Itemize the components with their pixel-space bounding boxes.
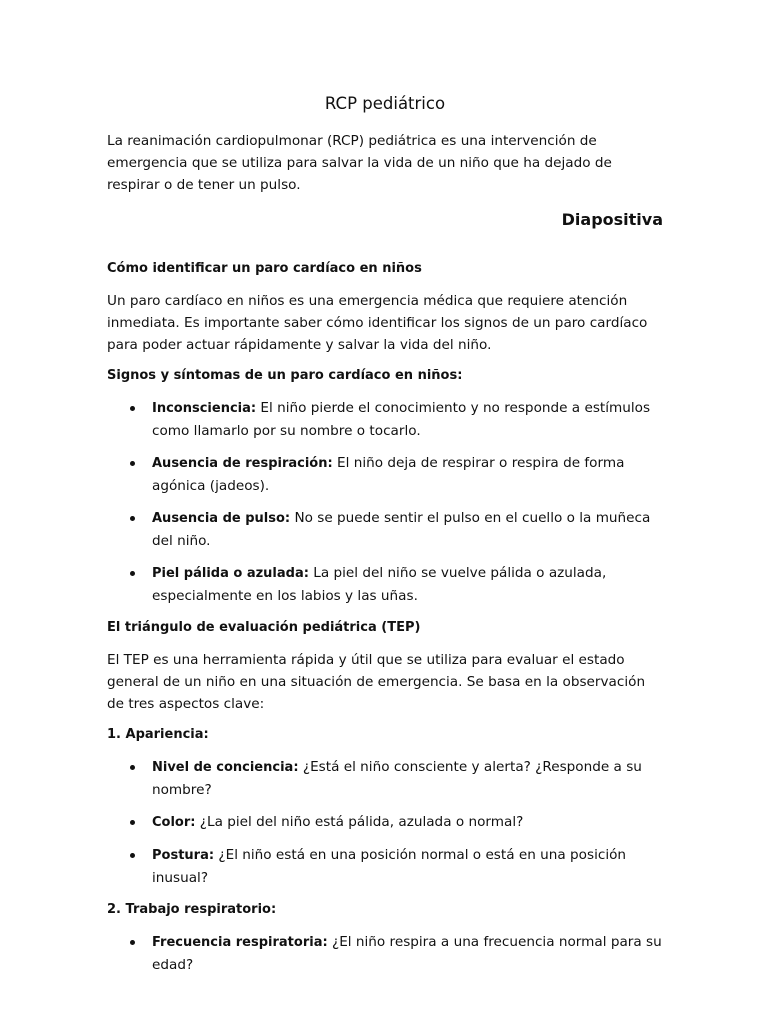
bullet-icon	[130, 461, 135, 466]
bullet-icon	[130, 516, 135, 521]
list-item	[107, 507, 663, 552]
section-heading-tep: El triángulo de evaluación pediátrica (TEP)	[107, 620, 421, 635]
list-item	[107, 844, 663, 889]
list-item	[107, 397, 663, 442]
intro-paragraph: La reanimación cardiopulmonar (RCP) pediátrica es una intervención de emergencia que se utiliza para salvar la vida de un niño que ha dejado de respirar o de tener un pulso.	[107, 133, 612, 193]
list-item-term: Color:	[152, 815, 196, 830]
list-item-text: ¿La piel del niño está pálida, azulada o normal?	[195, 814, 524, 830]
bullet-icon	[130, 820, 135, 825]
bullet-icon	[130, 765, 135, 770]
apariencia-list	[107, 756, 663, 889]
subsection-heading-trabajo: 2. Trabajo respiratorio:	[107, 902, 277, 917]
list-item-text: ¿El niño está en una posición normal o está en una posición inusual?	[152, 847, 627, 886]
list-item-term: Frecuencia respiratoria:	[152, 935, 328, 950]
list-item-term: Postura:	[152, 848, 215, 863]
trabajo-list	[107, 931, 663, 976]
list-item-term: Piel pálida o azulada:	[152, 566, 309, 581]
list-item-term: Ausencia de respiración:	[152, 456, 333, 471]
list-item-term: Ausencia de pulso:	[152, 511, 291, 526]
list-item-text: ¿Está el niño consciente y alerta? ¿Responde a su nombre?	[152, 759, 642, 798]
list-item-text: El niño deja de respirar o respira de forma agónica (jadeos).	[152, 455, 625, 494]
section-body-tep: El TEP es una herramienta rápida y útil que se utiliza para evaluar el estado general de un niño en una situación de emergencia. Se basa en la observación de tres aspectos clave:	[107, 652, 646, 712]
section-heading-identify: Cómo identificar un paro cardíaco en niños	[107, 261, 422, 276]
list-item-term: Inconsciencia:	[152, 401, 257, 416]
list-item-text: La piel del niño se vuelve pálida o azulada, especialmente en los labios y las uñas.	[152, 565, 607, 604]
bullet-icon	[130, 853, 135, 858]
list-item-term: Nivel de conciencia:	[152, 760, 299, 775]
list-item-text: ¿El niño respira a una frecuencia normal para su edad?	[152, 934, 662, 973]
bullet-icon	[130, 940, 135, 945]
slide-label: Diapositiva	[561, 210, 663, 229]
bullet-icon	[130, 571, 135, 576]
list-item	[107, 931, 663, 976]
list-item	[107, 452, 663, 497]
list-item	[107, 811, 663, 834]
list-item	[107, 756, 663, 801]
document-title: RCP pediátrico	[324, 94, 446, 113]
subsection-heading-apariencia: 1. Apariencia:	[107, 727, 209, 742]
section-body-identify: Un paro cardíaco en niños es una emergencia médica que requiere atención inmediata. Es importante saber cómo identificar los signos de un paro cardíaco para poder actuar rápidamente y salvar la vida del niño.	[107, 293, 648, 353]
list-item-text: El niño pierde el conocimiento y no responde a estímulos como llamarlo por su nombre o tocarlo.	[152, 400, 651, 439]
list-item-text: No se puede sentir el pulso en el cuello o la muñeca del niño.	[152, 510, 651, 549]
list-item	[107, 562, 663, 607]
bullet-icon	[130, 406, 135, 411]
signs-list	[107, 397, 663, 607]
document-page	[107, 92, 663, 986]
section-heading-signs: Signos y síntomas de un paro cardíaco en niños:	[107, 368, 463, 383]
